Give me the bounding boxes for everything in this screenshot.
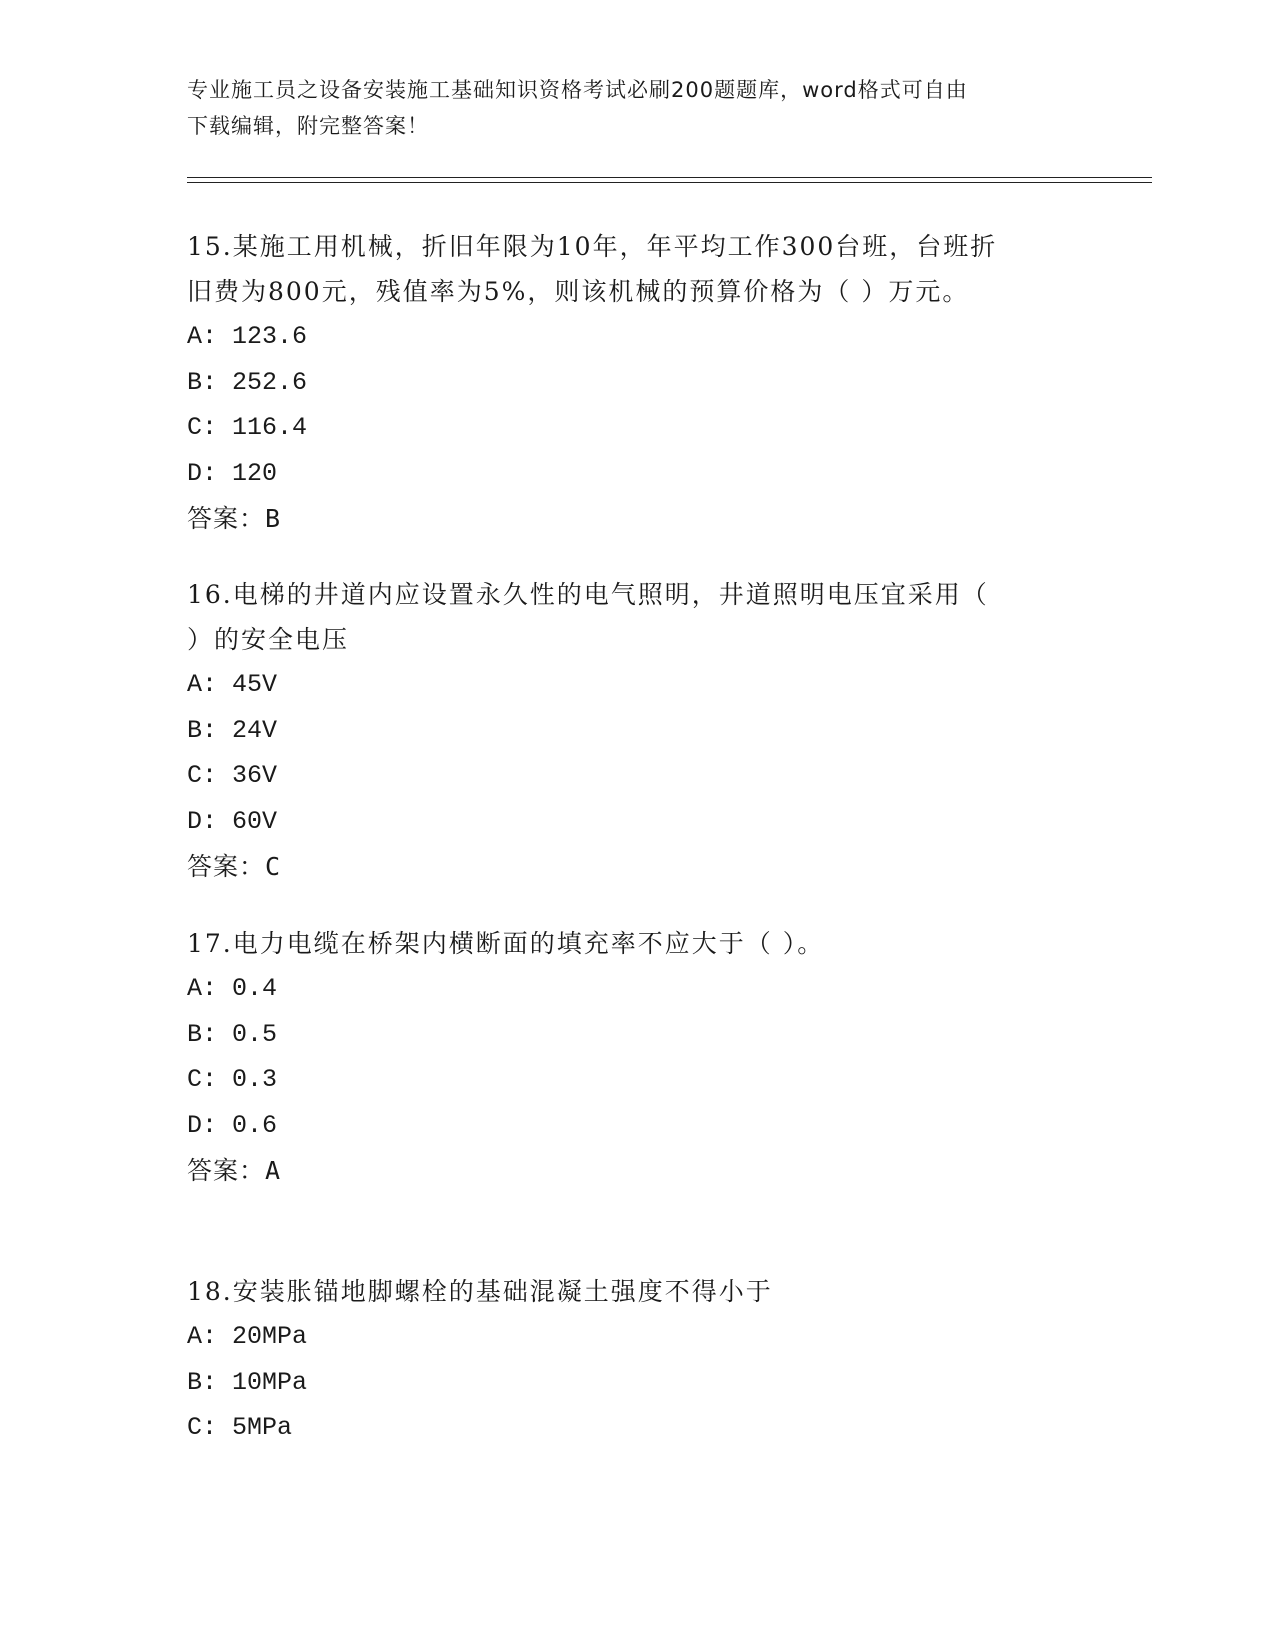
answer-value: A — [265, 1156, 282, 1185]
answer-line — [187, 496, 1087, 542]
option-b: B: 24V — [187, 715, 278, 745]
option-b: B: 0.5 — [187, 1019, 278, 1049]
header-title-line-2: 下载编辑，附完整答案！ — [187, 114, 429, 138]
option-c: C: 5MPa — [187, 1413, 293, 1442]
question-stem-line-2: 旧费为800元，残值率为5%，则该机械的预算价格为（ ）万元。 — [187, 277, 970, 306]
option-d: D: 0.6 — [187, 1110, 278, 1140]
question-stem-line-1: 17.电力电缆在桥架内横断面的填充率不应大于（ ）。 — [187, 929, 825, 958]
option-a: A: 20MPa — [187, 1322, 308, 1351]
question-17 — [187, 921, 1087, 1194]
question-18 — [187, 1269, 1087, 1451]
option-b: B: 10MPa — [187, 1367, 308, 1397]
option-c: C: 0.3 — [187, 1065, 278, 1094]
option-d: D: 60V — [187, 806, 278, 836]
question-stem-line-1: 15.某施工用机械，折旧年限为10年，年平均工作300台班，台班折 — [187, 232, 998, 261]
question-stem-line-1: 16.电梯的井道内应设置永久性的电气照明，井道照明电压宜采用（ — [187, 580, 989, 609]
question-stem-line-2: ）的安全电压 — [187, 625, 350, 654]
question-stem-line-1: 18.安装胀锚地脚螺栓的基础混凝土强度不得小于 — [187, 1277, 773, 1306]
answer-label: 答案： — [187, 1156, 266, 1185]
option-a: A: 123.6 — [187, 322, 308, 351]
header-title-line-1: 专业施工员之设备安装施工基础知识资格考试必刷200题题库，word格式可自由 — [187, 78, 968, 102]
answer-line — [187, 844, 1087, 890]
option-c: C: 36V — [187, 761, 278, 790]
answer-value: B — [265, 504, 282, 533]
option-c: C: 116.4 — [187, 413, 308, 442]
answer-label: 答案： — [187, 852, 266, 881]
option-b: B: 252.6 — [187, 367, 308, 397]
header-divider-bottom — [187, 182, 1152, 183]
header-divider-top — [187, 177, 1152, 178]
option-a: A: 0.4 — [187, 974, 278, 1003]
question-16 — [187, 572, 1087, 890]
answer-line — [187, 1148, 1087, 1194]
answer-value: C — [265, 852, 282, 881]
option-d: D: 120 — [187, 458, 278, 488]
answer-label: 答案： — [187, 504, 266, 533]
question-15 — [187, 224, 1087, 542]
document-header — [187, 72, 1087, 144]
option-a: A: 45V — [187, 670, 278, 699]
